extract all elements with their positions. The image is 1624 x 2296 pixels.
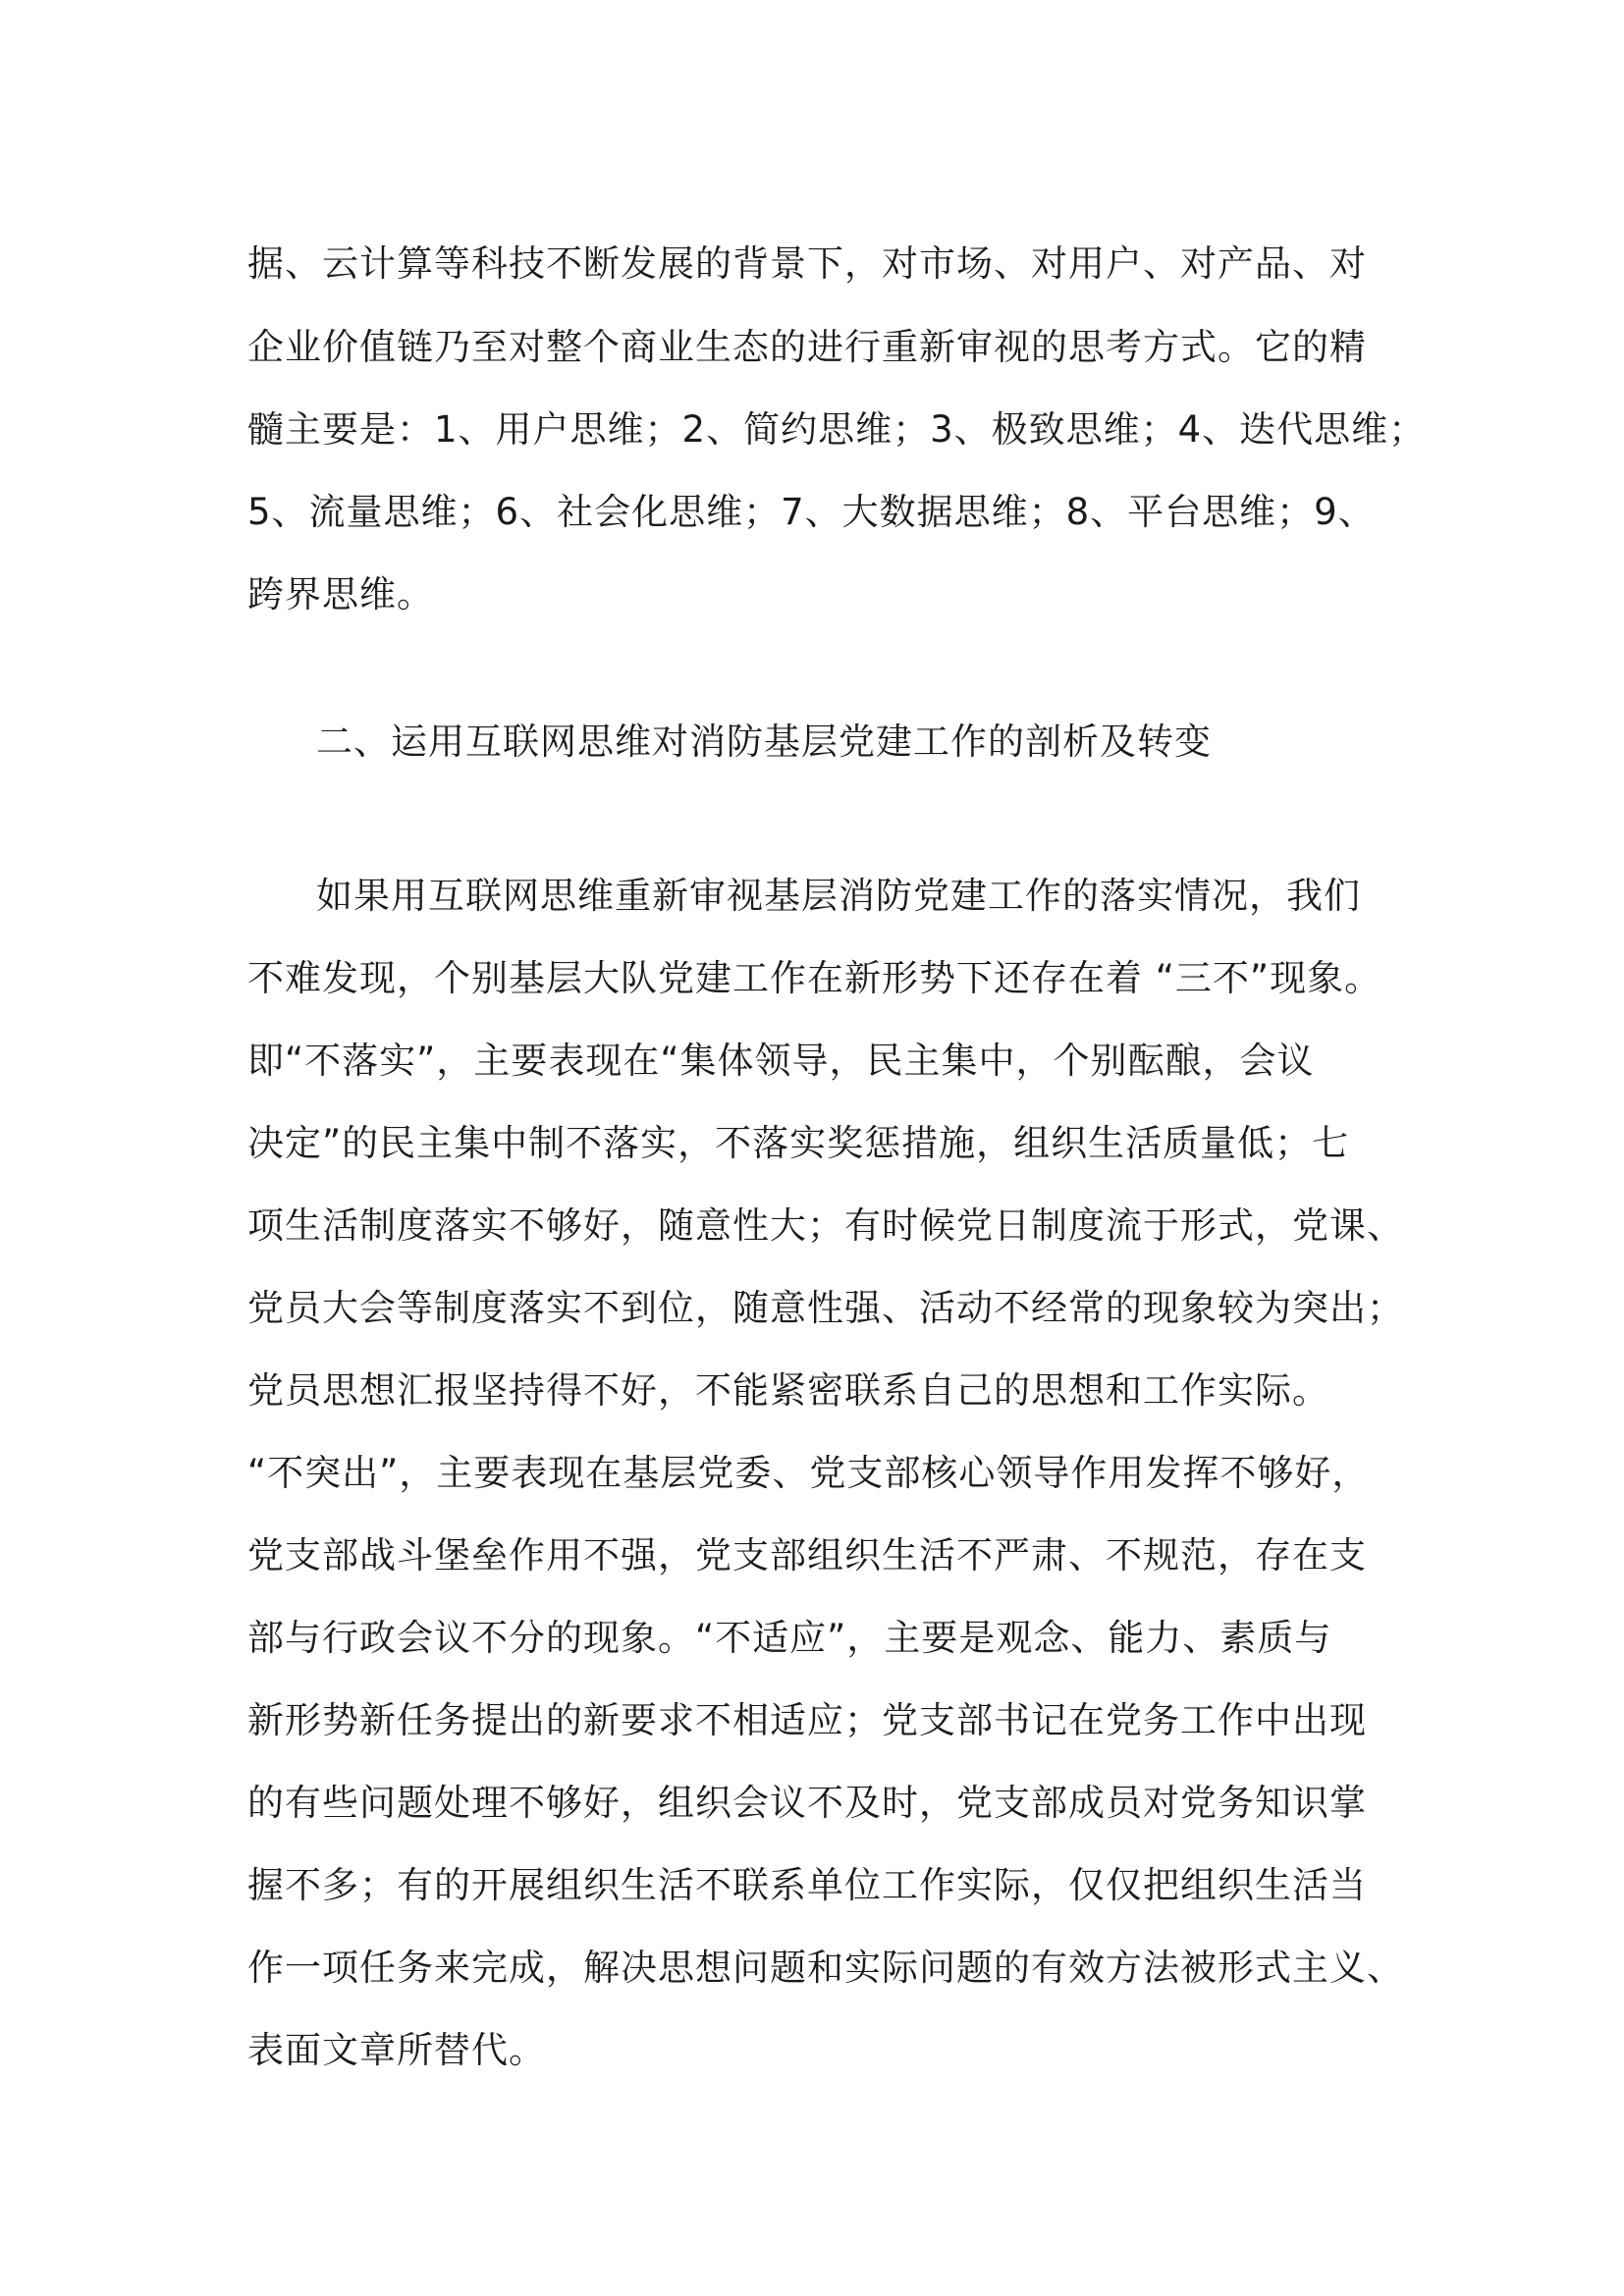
paragraph2-line-15: 表面文章所替代。: [247, 2029, 546, 2071]
paragraph1-line-5: 跨界思维。: [247, 573, 434, 615]
paragraph2-line-5: 项生活制度落实不够好，随意性大；有时候党日制度流于形式，党课、: [247, 1204, 1404, 1247]
paragraph2-line-8: “不突出”，主要表现在基层党委、党支部核心领导作用发挥不够好，: [247, 1452, 1370, 1494]
paragraph1-line-3: 髓主要是：1、用户思维；2、简约思维；3、极致思维；4、迭代思维；: [247, 408, 1427, 451]
paragraph2-line-3: 即“不落实”，主要表现在“集体领导，民主集中，个别酝酿，会议: [247, 1040, 1315, 1082]
paragraph2-line-14: 作一项任务来完成，解决思想问题和实际问题的有效方法被形式主义、: [247, 1947, 1404, 1989]
paragraph2-line-9: 党支部战斗堡垒作用不强，党支部组织生活不严肃、不规范，存在支: [247, 1534, 1367, 1576]
paragraph2-line-1: 如果用互联网思维重新审视基层消防党建工作的落实情况，我们: [316, 875, 1361, 917]
paragraph2-line-10: 部与行政会议不分的现象。“不适应”，主要是观念、能力、素质与: [247, 1617, 1332, 1659]
paragraph1-line-2: 企业价值链乃至对整个商业生态的进行重新审视的思考方式。它的精: [247, 326, 1367, 368]
paragraph2-line-7: 党员思想汇报坚持得不好，不能紧密联系自己的思想和工作实际。: [247, 1369, 1329, 1412]
paragraph2-line-2: 不难发现，个别基层大队党建工作在新形势下还存在着 “三不”现象。: [247, 957, 1382, 999]
section-heading: 二、运用互联网思维对消防基层党建工作的剖析及转变: [316, 721, 1212, 763]
paragraph2-line-4: 决定”的民主集中制不落实，不落实奖惩措施，组织生活质量低；七: [247, 1122, 1350, 1164]
paragraph2-line-13: 握不多；有的开展组织生活不联系单位工作实际，仅仅把组织生活当: [247, 1864, 1367, 1906]
paragraph1-line-1: 据、云计算等科技不断发展的背景下，对市场、对用户、对产品、对: [247, 242, 1367, 285]
paragraph2-line-12: 的有些问题处理不够好，组织会议不及时，党支部成员对党务知识掌: [247, 1782, 1367, 1824]
paragraph1-line-4: 5、流量思维；6、社会化思维；7、大数据思维；8、平台思维；9、: [247, 491, 1376, 533]
paragraph2-line-6: 党员大会等制度落实不到位，随意性强、活动不经常的现象较为突出；: [247, 1287, 1404, 1329]
paragraph2-line-11: 新形势新任务提出的新要求不相适应；党支部书记在党务工作中出现: [247, 1699, 1367, 1741]
